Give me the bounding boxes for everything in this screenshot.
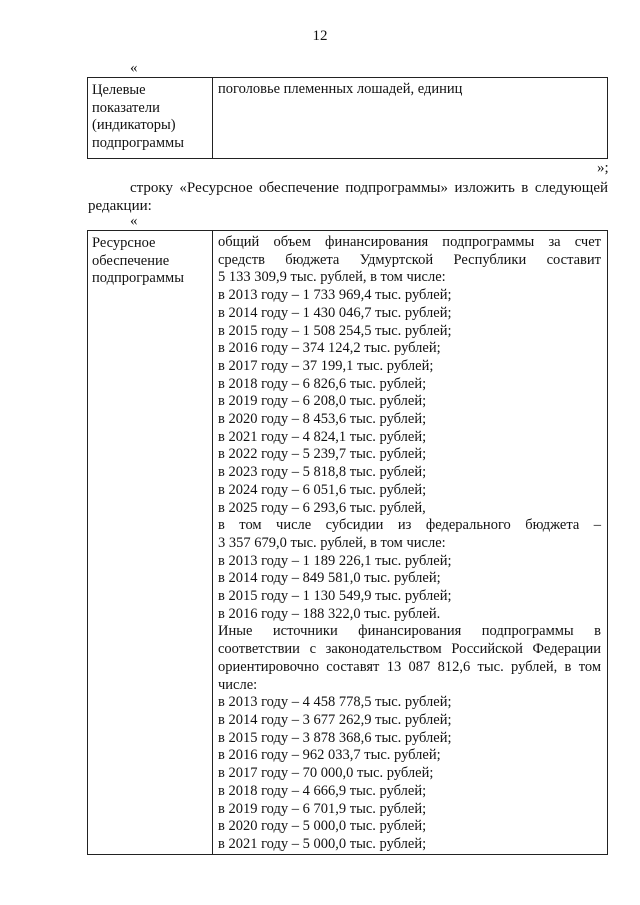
- target-indicators-value-cell: [213, 78, 608, 159]
- funding-line: средств бюджета Удмуртской Республики составит: [218, 251, 601, 268]
- funding-line: в 2016 году – 374 124,2 тыс. рублей;: [218, 340, 441, 357]
- label-line: подпрограммы: [92, 270, 184, 287]
- close-quote: »;: [597, 160, 609, 176]
- funding-line: в 2023 году – 5 818,8 тыс. рублей;: [218, 464, 427, 481]
- funding-line: соответствии с законодательством Российской Федерации: [218, 641, 601, 658]
- funding-line: в 2017 году – 37 199,1 тыс. рублей;: [218, 357, 434, 374]
- resource-provision-label-cell: [88, 231, 213, 855]
- funding-line: в 2014 году – 1 430 046,7 тыс. рублей;: [218, 304, 452, 321]
- instruction-text: строку «Ресурсное обеспечение подпрограммы» изложить в следующей: [130, 180, 608, 196]
- label-line: показатели: [92, 99, 160, 116]
- funding-line: в 2014 году – 3 677 262,9 тыс. рублей;: [218, 711, 452, 728]
- funding-line: 3 357 679,0 тыс. рублей, в том числе:: [218, 534, 446, 551]
- funding-line: в 2015 году – 1 130 549,9 тыс. рублей;: [218, 588, 452, 605]
- funding-line: в 2021 году – 5 000,0 тыс. рублей;: [218, 835, 427, 852]
- label-line: (индикаторы): [92, 117, 176, 134]
- funding-line: в 2024 году – 6 051,6 тыс. рублей;: [218, 481, 427, 498]
- resource-provision-table: [87, 230, 608, 855]
- funding-line: в 2025 году – 6 293,6 тыс. рублей,: [218, 499, 426, 516]
- funding-line: в 2016 году – 188 322,0 тыс. рублей.: [218, 605, 441, 622]
- funding-line: числе:: [218, 676, 258, 693]
- resource-provision-text-cell: [213, 231, 608, 855]
- funding-line: в 2015 году – 1 508 254,5 тыс. рублей;: [218, 322, 452, 339]
- open-quote-2: «: [130, 213, 138, 229]
- label-line: обеспечение: [92, 252, 170, 269]
- label-line: Ресурсное: [92, 235, 156, 251]
- funding-line: в 2019 году – 6 701,9 тыс. рублей;: [218, 800, 427, 817]
- funding-line: в 2022 году – 5 239,7 тыс. рублей;: [218, 446, 427, 463]
- label-line: Целевые: [92, 82, 146, 98]
- funding-line: в 2013 году – 1 189 226,1 тыс. рублей;: [218, 552, 452, 569]
- target-indicators-label-cell: [88, 78, 213, 159]
- funding-line: в 2013 году – 4 458 778,5 тыс. рублей;: [218, 694, 452, 711]
- open-quote-1: «: [130, 60, 138, 76]
- funding-line: в 2020 году – 5 000,0 тыс. рублей;: [218, 818, 427, 835]
- instruction-line-2: редакции:: [88, 198, 152, 214]
- page-number: 12: [312, 28, 328, 44]
- target-indicators-table: [87, 77, 608, 159]
- funding-line: в 2018 году – 4 666,9 тыс. рублей;: [218, 782, 427, 799]
- funding-line: в 2014 году – 849 581,0 тыс. рублей;: [218, 570, 441, 587]
- funding-line: в том числе субсидии из федерального бюджета –: [218, 517, 601, 534]
- funding-line: в 2015 году – 3 878 368,6 тыс. рублей;: [218, 729, 452, 746]
- funding-line: 5 133 309,9 тыс. рублей, в том числе:: [218, 269, 446, 286]
- instruction-line-1: [130, 179, 608, 197]
- indicator-value: поголовье племенных лошадей, единиц: [218, 81, 463, 97]
- funding-line: Иные источники финансирования подпрограммы в: [218, 623, 601, 640]
- funding-line: ориентировочно составят 13 087 812,6 тыс. рублей, в том: [218, 658, 601, 675]
- funding-line: в 2020 году – 8 453,6 тыс. рублей;: [218, 411, 427, 428]
- resource-provision-row: [88, 231, 608, 855]
- funding-line: в 2016 году – 962 033,7 тыс. рублей;: [218, 747, 441, 764]
- funding-line: в 2017 году – 70 000,0 тыс. рублей;: [218, 765, 434, 782]
- label-line: подпрограммы: [92, 135, 184, 152]
- funding-line: в 2019 году – 6 208,0 тыс. рублей;: [218, 393, 427, 410]
- target-indicators-row: [88, 78, 608, 159]
- funding-line: в 2013 году – 1 733 969,4 тыс. рублей;: [218, 287, 452, 304]
- funding-line: в 2021 году – 4 824,1 тыс. рублей;: [218, 428, 427, 445]
- funding-line: в 2018 году – 6 826,6 тыс. рублей;: [218, 375, 427, 392]
- funding-line: общий объем финансирования подпрограммы за счет: [218, 234, 601, 250]
